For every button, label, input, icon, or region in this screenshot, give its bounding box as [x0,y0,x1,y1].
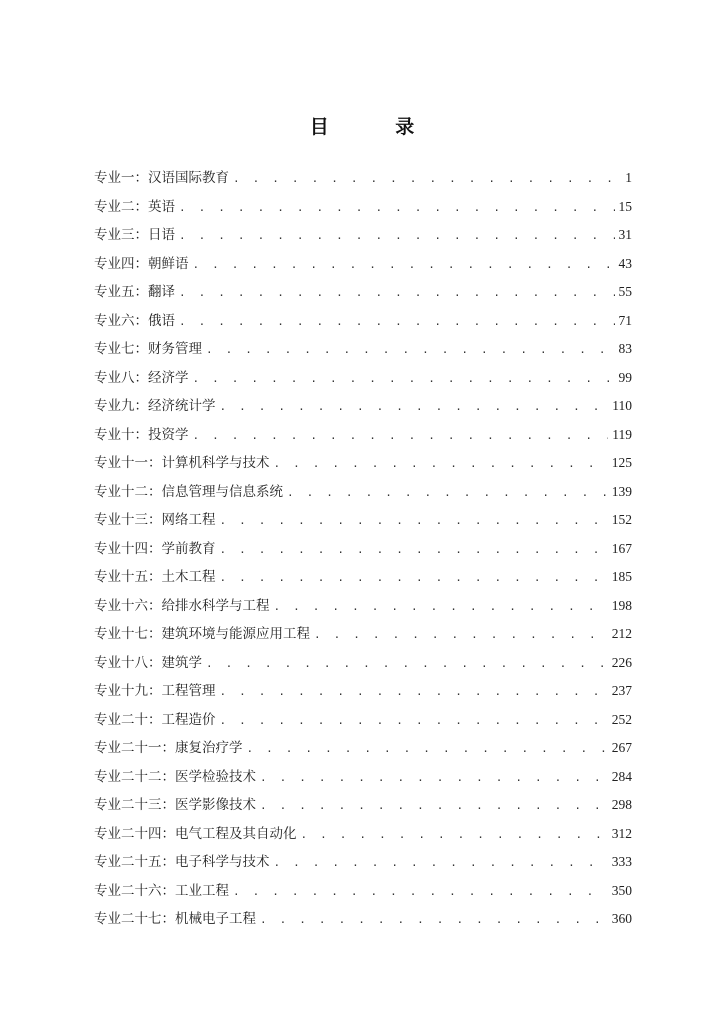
toc-entry[interactable] [94,478,632,507]
toc-entry[interactable] [94,364,632,393]
toc-dot-leader [220,507,608,536]
toc-entry-page-number: 55 [618,284,632,299]
toc-dot-leader [220,707,608,736]
toc-entry-label: 专业十五：土木工程 [94,569,216,585]
toc-entry-label: 专业二十一：康复治疗学 [94,740,243,756]
toc-dot-leader [179,222,615,251]
toc-dot-leader [233,878,608,907]
toc-entry-label: 专业十三：网络工程 [94,512,216,528]
toc-dot-leader [206,336,615,365]
toc-entry-label: 专业七：财务管理 [94,341,202,357]
toc-entry-page-number: 119 [612,426,632,442]
toc-dot-leader [274,849,608,878]
table-of-contents [94,164,632,934]
toc-entry-label: 专业二十三：医学影像技术 [94,797,256,813]
toc-entry-page-number: 284 [611,768,632,784]
toc-entry-label: 专业八：经济学 [94,369,189,386]
toc-entry-page-number: 15 [618,198,632,214]
toc-entry-page-number: 212 [611,626,632,641]
toc-entry-page-number: 139 [611,483,632,499]
toc-dot-leader [233,165,621,194]
toc-dot-leader [220,393,609,422]
toc-entry-label: 专业二十六：工业工程 [94,882,229,899]
toc-dot-leader [220,536,608,565]
toc-entry[interactable] [94,506,632,535]
toc-entry[interactable] [94,278,632,307]
toc-dot-leader [260,906,608,935]
toc-entry[interactable] [94,734,632,763]
toc-entry-label: 专业十九：工程管理 [94,683,216,699]
toc-entry-label: 专业五：翻译 [94,284,175,300]
toc-dot-leader [179,308,615,337]
toc-entry-page-number: 333 [611,854,632,869]
toc-entry[interactable] [94,620,632,649]
toc-dot-leader [193,251,615,280]
toc-entry-page-number: 267 [611,740,632,755]
toc-entry-page-number: 71 [618,312,632,328]
toc-entry-label: 专业十二：信息管理与信息系统 [94,483,283,500]
toc-entry-label: 专业四：朝鲜语 [94,255,189,272]
toc-dot-leader [314,621,608,650]
toc-entry-label: 专业十七：建筑环境与能源应用工程 [94,626,310,642]
toc-entry[interactable] [94,221,632,250]
toc-entry-label: 专业六：俄语 [94,312,175,329]
toc-entry-label: 专业二十四：电气工程及其自动化 [94,825,297,842]
toc-entry[interactable] [94,535,632,564]
toc-entry[interactable] [94,563,632,592]
toc-dot-leader [206,650,608,679]
toc-entry[interactable] [94,392,632,421]
toc-dot-leader [179,194,615,223]
toc-dot-leader [193,365,615,394]
toc-entry-page-number: 31 [618,227,632,242]
toc-entry[interactable] [94,848,632,877]
toc-entry-label: 专业二：英语 [94,198,175,215]
toc-entry[interactable] [94,677,632,706]
toc-dot-leader [260,792,608,821]
toc-entry-label: 专业二十：工程造价 [94,711,216,728]
toc-entry[interactable] [94,820,632,849]
toc-entry[interactable] [94,791,632,820]
toc-entry-page-number: 125 [611,455,632,470]
toc-entry-page-number: 167 [611,540,632,556]
toc-entry-page-number: 185 [611,569,632,584]
toc-entry-label: 专业十：投资学 [94,426,189,443]
toc-entry[interactable] [94,649,632,678]
toc-entry[interactable] [94,905,632,934]
toc-entry-page-number: 360 [611,911,632,926]
toc-dot-leader [220,564,608,593]
toc-entry[interactable] [94,877,632,906]
toc-entry-page-number: 350 [611,882,632,898]
toc-dot-leader [193,422,609,451]
toc-entry[interactable] [94,592,632,621]
toc-entry-page-number: 252 [611,711,632,727]
toc-entry[interactable] [94,164,632,193]
toc-dot-leader [247,735,608,764]
toc-entry-label: 专业十四：学前教育 [94,540,216,557]
toc-entry-label: 专业二十七：机械电子工程 [94,911,256,927]
toc-dot-leader [260,764,608,793]
toc-entry[interactable] [94,706,632,735]
toc-entry-label: 专业二十二：医学检验技术 [94,768,256,785]
toc-dot-leader [274,450,608,479]
toc-entry-label: 专业三：日语 [94,227,175,243]
toc-entry-label: 专业十六：给排水科学与工程 [94,597,270,614]
toc-entry-page-number: 237 [611,683,632,698]
toc-dot-leader [301,821,608,850]
page-title: 目 录 [309,116,445,138]
toc-entry-page-number: 99 [618,369,632,385]
toc-entry-page-number: 312 [611,825,632,841]
toc-entry[interactable] [94,193,632,222]
toc-entry[interactable] [94,421,632,450]
toc-dot-leader [220,678,608,707]
toc-entry-page-number: 298 [611,797,632,812]
toc-entry-page-number: 152 [611,512,632,527]
toc-dot-leader [274,593,608,622]
toc-entry-page-number: 43 [618,255,632,271]
toc-entry-label: 专业十一：计算机科学与技术 [94,455,270,471]
toc-entry[interactable] [94,335,632,364]
toc-entry[interactable] [94,307,632,336]
toc-entry-label: 专业九：经济统计学 [94,398,216,414]
toc-entry[interactable] [94,449,632,478]
toc-entry-page-number: 1 [625,170,632,185]
toc-entry[interactable] [94,250,632,279]
toc-dot-leader [179,279,615,308]
toc-dot-leader [287,479,608,508]
toc-entry-page-number: 83 [618,341,632,356]
toc-entry-page-number: 198 [611,597,632,613]
toc-entry-page-number: 226 [611,654,632,670]
toc-entry[interactable] [94,763,632,792]
toc-entry-label: 专业二十五：电子科学与技术 [94,854,270,870]
toc-entry-label: 专业十八：建筑学 [94,654,202,671]
toc-entry-label: 专业一：汉语国际教育 [94,170,229,186]
toc-entry-page-number: 110 [612,398,632,413]
